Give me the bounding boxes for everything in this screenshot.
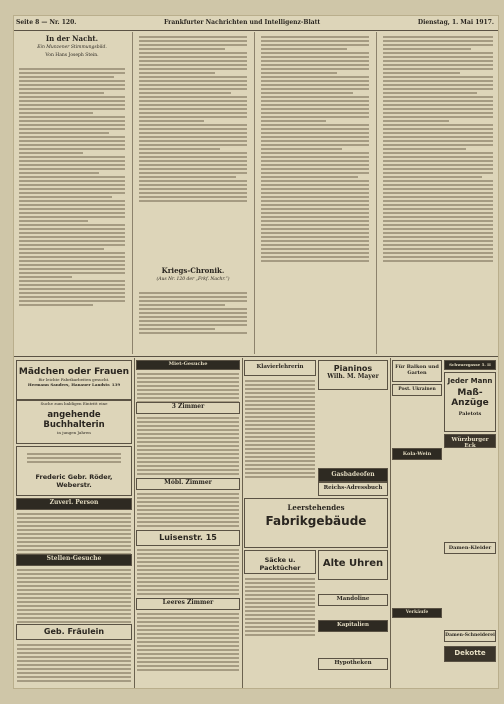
ad-maedchen-contact: Hermann Sanders, Hanauer Landstr. 139 [27,382,121,387]
ad-maedchen [16,360,132,400]
ad-ukrainen-title: Post. Ukrainen [398,387,436,392]
ad-mandoline-title: Mandoline [336,596,370,602]
header-page-number: Seite 8 — Nr. 120. [16,19,77,26]
ad-pianinos-title: Pianinos [333,364,373,373]
ad-balkon-title: Für Balkon und Garten [395,364,439,376]
ad-saecke-text [245,576,315,638]
ad-leerstehendes: Leerstehendes [287,503,345,512]
ad-damen-kleider [444,542,496,554]
ad-fabrikgebaeude [244,498,388,548]
ad-ukrainen [392,384,442,396]
ads-column-4 [390,358,498,688]
article-subtitle: Ein Munzener Stimmungsbild. [37,45,107,50]
article-body-text-2 [139,34,247,204]
ad-buchhalterin-top: Suche zum baldigen Eintritt eine [40,401,108,406]
ad-drei-zimmer [136,402,240,414]
article-body-text-3 [261,34,369,264]
ad-drei-zimmer-title: 3 Zimmer [171,403,205,410]
ad-drei-zimmer-text [137,415,239,477]
ads-column-1 [14,358,135,688]
ad-fabrik-title: Frederic Gebr. Röder, Weberstr. [35,473,113,489]
ad-maedchen-title: Mädchen oder Frauen [18,367,130,377]
ads-column-2 [134,358,243,688]
ad-moebl-text [137,491,239,529]
ad-klavierlehrerin [244,360,316,376]
ad-saecke-title: Säcke u. Packtücher [259,556,301,572]
ad-dekotte [444,646,496,662]
ad-jeder-mann [444,372,496,432]
ad-luisenstr-title: Luisenstr. 15 [159,533,217,542]
ad-header-stellen [16,554,132,566]
article-column-3 [258,32,372,354]
page-header [14,16,498,31]
article-column-1 [16,32,128,354]
ad-header-miet [136,360,240,370]
ad-klavierlehrerin-title: Klavierlehrerin [256,364,304,370]
header-masthead: Frankfurter Nachrichten und Intelligenz-Blatt [164,19,321,26]
ad-stellen-title: Stellen-Gesuche [46,555,102,562]
article-body-text [19,66,125,308]
ad-leeres-zimmer-title: Leeres Zimmer [162,599,214,606]
ad-fabrik [16,446,132,496]
classified-ads [14,358,498,688]
ad-alte-uhren [318,550,388,580]
ad-kapitalien-title: Kapitalien [336,622,370,628]
ad-fraeulein-text [17,642,131,684]
ad-alte-uhren-title: Alte Uhren [322,558,384,569]
ad-reichs-adressbuch-title: Reichs-Adressbuch [323,485,383,491]
ad-hypotheken-title: Hypotheken [334,660,372,666]
chronik-title: Kriegs-Chronik. [161,266,225,275]
ad-header-zuverl [16,498,132,510]
ad-leeres-text [137,611,239,673]
ad-buchhalterin [16,400,132,444]
ad-reichs-adressbuch [318,482,388,496]
ad-paletots-title: Paletots [458,411,482,417]
ad-fabrik-text [27,451,121,465]
article-column-4 [380,32,496,354]
ad-wuerzburger-title: Würzburger Eck [451,437,489,448]
ad-mass-anzuege-title: Maß-Anzüge [451,388,489,408]
ad-mandoline [318,594,388,606]
ad-fabrikgebaeude-title: Fabrikgebäude [265,514,367,528]
ad-gasbadeofen [318,468,388,482]
ad-dekotte-title: Dekotte [454,649,486,657]
chronik-body-text [139,290,247,336]
ad-mayer-title: Wilh. M. Mayer [327,373,379,380]
ad-fraeulein [16,624,132,640]
ad-schwarzgasse [444,360,496,370]
article-column-2 [136,32,250,354]
ad-schwarzgasse-title: Schwarzgasse 5. II [449,362,491,367]
newspaper-page [14,16,498,688]
article-title: In der Nacht. [45,34,99,43]
ad-damen-schneiderei [444,630,496,642]
ad-buchhalterin-title: angehende Buchhalterin [43,410,105,430]
ad-kapitalien [318,620,388,632]
ad-klavier-text [245,378,315,480]
ad-jeder-mann-title: Jeder Mann [447,377,493,385]
ad-maedchen-sub: für leichte Fabrikarbeiten gesucht. [38,377,110,382]
ad-kola-wein-title: Kola-Wein [402,451,432,457]
ad-verkaeufe-title: Verkäufe [405,610,429,615]
ad-zuverl-title: Zuverl. Person [49,499,99,506]
ad-leeres-zimmer [136,598,240,610]
ad-buchhalterin-sub: in jungen Jahren [57,430,91,435]
ad-luisenstr [136,530,240,546]
ad-moebl-zimmer [136,478,240,490]
ad-pianinos [318,360,388,390]
ad-zuverl-text [17,511,131,557]
ad-verkaeufe [392,608,442,618]
ads-column-3 [242,358,391,688]
ad-stellen-text [17,567,131,625]
article-body-text-4 [383,34,493,264]
ad-miet-title: Miet-Gesuche [168,361,208,367]
article-byline: Von Hans Joseph Stein. [45,53,99,58]
ad-miet-text [137,371,239,405]
ad-fraeulein-title: Geb. Fräulein [43,627,105,636]
ad-moebl-zimmer-title: Möbl. Zimmer [164,479,212,486]
ad-balkon [392,360,442,382]
kriegs-chronik [136,264,250,285]
chronik-subtitle: (Aus Nr. 120 der „Frkf. Nachr.“) [156,277,230,282]
header-date: Dienstag, 1. Mai 1917. [417,19,494,26]
ad-wuerzburger [444,434,496,448]
ad-hypotheken [318,658,388,670]
ad-damen-schneiderei-title: Damen-Schneiderei [445,633,495,638]
ad-luisenstr-text [137,547,239,597]
ad-gasbadeofen-title: Gasbadeofen [331,471,375,478]
ad-kola-wein [392,448,442,460]
ad-damen-kleider-title: Damen-Kleider [448,545,492,551]
ad-saecke [244,550,316,574]
